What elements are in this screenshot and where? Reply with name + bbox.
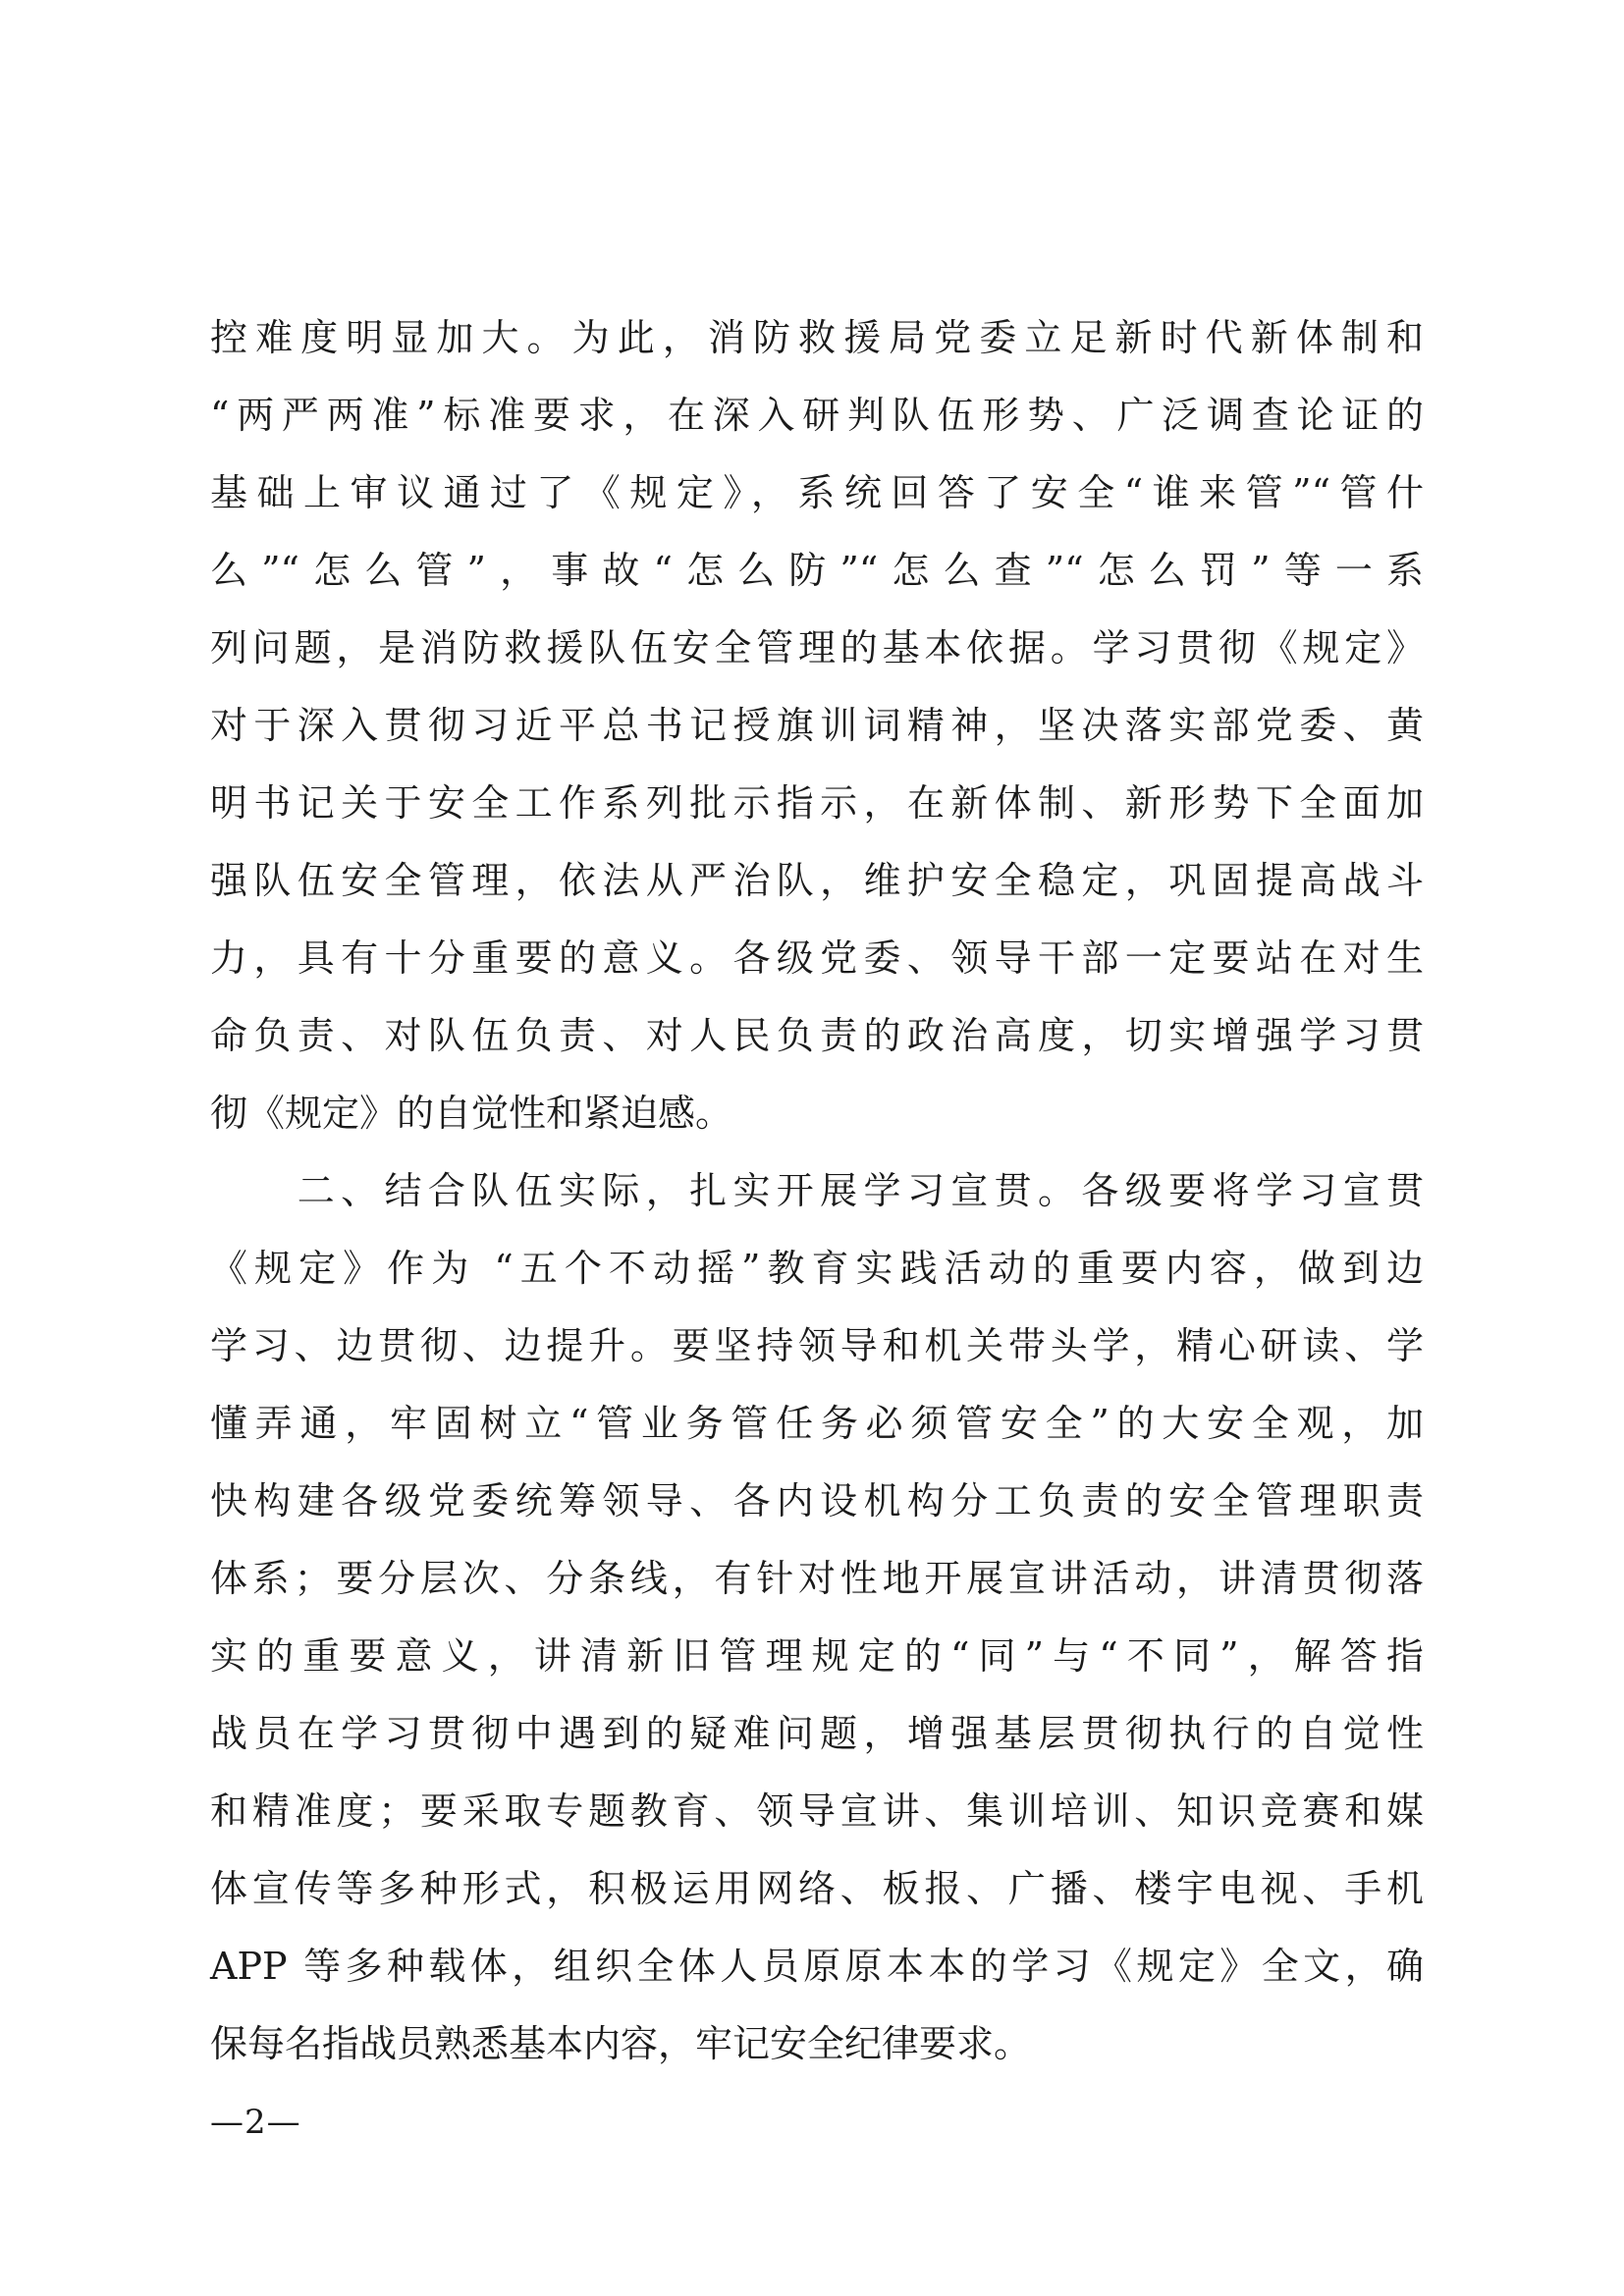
text-line: 控难度明显加大。为此，消防救援局党委立足新时代新体制和 bbox=[210, 316, 1424, 359]
document-body bbox=[210, 299, 1424, 2083]
text-line: 强队伍安全管理，依法从严治队，维护安全稳定，巩固提高战斗 bbox=[210, 859, 1424, 902]
page-number: —2— bbox=[210, 2103, 301, 2142]
text-line: 保每名指战员熟悉基本内容，牢记安全纪律要求。 bbox=[210, 2022, 1032, 2065]
text-line: 学习、边贯彻、边提升。要坚持领导和机关带头学，精心研读、学 bbox=[210, 1324, 1424, 1367]
text-line: 力，具有十分重要的意义。各级党委、领导干部一定要站在对生 bbox=[210, 936, 1424, 980]
text-line: 明书记关于安全工作系列批示指示，在新体制、新形势下全面加 bbox=[210, 781, 1424, 825]
text-line: 实的重要意义，讲清新旧管理规定的“同”与“不同”，解答指 bbox=[210, 1634, 1424, 1678]
text-line: 《规定》作为 “五个不动摇”教育实践活动的重要内容，做到边 bbox=[210, 1247, 1424, 1290]
text-line: APP 等多种载体，组织全体人员原原本本的学习《规定》全文，确 bbox=[210, 1945, 1424, 1988]
text-line: 快构建各级党委统筹领导、各内设机构分工负责的安全管理职责 bbox=[210, 1479, 1424, 1522]
text-line: 基础上审议通过了《规定》，系统回答了安全“谁来管”“管什 bbox=[210, 471, 1424, 514]
text-line: 二、结合队伍实际，扎实开展学习宣贯。各级要将学习宣贯 bbox=[210, 1169, 1424, 1212]
text-line: 列问题，是消防救援队伍安全管理的基本依据。学习贯彻《规定》 bbox=[210, 626, 1424, 669]
text-line: 么”“怎么管”，事故“怎么防”“怎么查”“怎么罚”等一系 bbox=[210, 549, 1424, 592]
text-line: 懂弄通，牢固树立“管业务管任务必须管安全”的大安全观，加 bbox=[210, 1402, 1424, 1445]
text-line: “两严两准”标准要求，在深入研判队伍形势、广泛调查论证的 bbox=[210, 394, 1424, 437]
text-line: 和精准度；要采取专题教育、领导宣讲、集训培训、知识竞赛和媒 bbox=[210, 1789, 1424, 1833]
text-line: 命负责、对队伍负责、对人民负责的政治高度，切实增强学习贯 bbox=[210, 1014, 1424, 1057]
text-line: 彻《规定》的自觉性和紧迫感。 bbox=[210, 1092, 733, 1135]
text-line: 对于深入贯彻习近平总书记授旗训词精神，坚决落实部党委、黄 bbox=[210, 704, 1424, 747]
text-line: 体宣传等多种形式，积极运用网络、板报、广播、楼宇电视、手机 bbox=[210, 1867, 1424, 1910]
text-line: 战员在学习贯彻中遇到的疑难问题，增强基层贯彻执行的自觉性 bbox=[210, 1712, 1424, 1755]
text-line: 体系；要分层次、分条线，有针对性地开展宣讲活动，讲清贯彻落 bbox=[210, 1557, 1424, 1600]
